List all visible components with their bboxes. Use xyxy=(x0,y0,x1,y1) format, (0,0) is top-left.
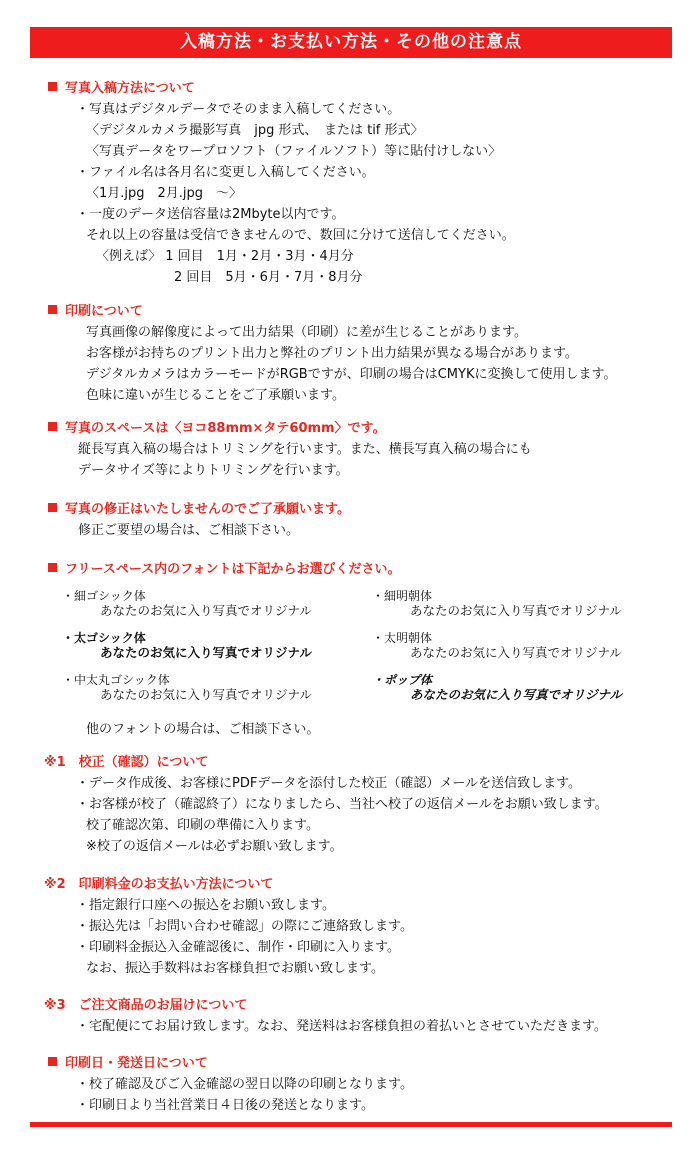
square-bullet-icon xyxy=(48,563,57,572)
text-line: ・ファイル名は各月名に変更し入稿してください。 xyxy=(76,165,375,180)
text-line: ・指定銀行口座への振込をお願い致します。 xyxy=(76,898,335,913)
text-line: 他のフォントの場合は、ご相談下さい。 xyxy=(86,722,320,737)
text-line: お客様がお持ちのプリント出力と弊社のプリント出力結果が異なる場合があります。 xyxy=(86,346,578,361)
font-option-label: ・ポップ体 xyxy=(372,673,433,687)
text-line: 〈1月.jpg 2月.jpg ～〉 xyxy=(86,186,243,201)
section-title-delivery: ※3 ご注文商品のお届けについて xyxy=(44,998,248,1013)
text-line: ・校了確認及びご入金確認の翌日以降の印刷となります。 xyxy=(76,1077,413,1092)
text-line: ・データ作成後、お客様にPDFデータを添付した校正（確認）メールを送信致します。 xyxy=(76,776,582,791)
text-line: 色味に違いが生じることをご了承願います。 xyxy=(86,388,345,403)
text-line: データサイズ等によりトリミングを行います。 xyxy=(78,463,349,478)
font-sample-pop: あなたのお気に入り写真でオリジナル xyxy=(410,687,622,702)
text-line: ・宅配便にてお届け致します。なお、発送料はお客様負担の着払いとさせていただきます。 xyxy=(76,1019,607,1034)
section-title-fonts: フリースペース内のフォントは下記からお選びください。 xyxy=(48,561,401,579)
text-line: 〈デジタルカメラ撮影写真 jpg 形式、 または tif 形式〉 xyxy=(86,123,424,138)
section-title-printing: 印刷について xyxy=(48,303,143,321)
section-title-print-ship-dates: 印刷日・発送日について xyxy=(48,1055,208,1073)
text-line: ・写真はデジタルデータでそのまま入稿してください。 xyxy=(76,102,401,117)
font-sample-bold-gothic: あなたのお気に入り写真でオリジナル xyxy=(100,645,312,660)
section-title-submission: 写真入稿方法について xyxy=(48,80,195,98)
page-title: 入稿方法・お支払い方法・その他の注意点 xyxy=(180,32,522,52)
square-bullet-icon xyxy=(48,82,57,91)
text-line: 〈例えば〉 1 回目 1月・2月・3月・4月分 xyxy=(96,249,354,264)
text-line: 修正ご要望の場合は、ご相談下さい。 xyxy=(78,523,300,538)
section-title-proof: ※1 校正（確認）について xyxy=(44,755,209,770)
square-bullet-icon xyxy=(48,503,57,512)
text-line: 写真画像の解像度によって出力結果（印刷）に差が生じることがあります。 xyxy=(86,325,527,340)
text-line: 校了確認次第、印刷の準備に入ります。 xyxy=(86,818,319,833)
font-sample-thin-gothic: あなたのお気に入り写真でオリジナル xyxy=(100,603,312,618)
text-line: 縦長写真入稿の場合はトリミングを行います。また、横長写真入稿の場合にも xyxy=(78,442,532,457)
font-option-label: ・細明朝体 xyxy=(372,589,433,603)
square-bullet-icon xyxy=(48,305,57,314)
text-line: ・印刷日より当社営業日４日後の発送となります。 xyxy=(76,1098,374,1113)
text-line: ・お客様が校了（確認終了）になりましたら、当社へ校了の返信メールをお願い致します。 xyxy=(76,797,608,812)
text-line: 〈写真データをワープロソフト（ファイルソフト）等に貼付けしない〉 xyxy=(86,144,502,159)
section-title-payment: ※2 印刷料金のお支払い方法について xyxy=(44,877,274,892)
font-option-label: ・中太丸ゴシック体 xyxy=(62,673,170,687)
text-line: ・印刷料金振込入金確認後に、制作・印刷に入ります。 xyxy=(76,940,400,955)
square-bullet-icon xyxy=(48,1057,57,1066)
section-title-photo-space: 写真のスペースは〈ヨコ88mm×タテ60mm〉です。 xyxy=(48,420,386,438)
text-line: 2 回目 5月・6月・7月・8月分 xyxy=(174,270,363,285)
text-line: なお、振込手数料はお客様負担でお願い致します。 xyxy=(86,961,384,976)
font-sample-round-gothic: あなたのお気に入り写真でオリジナル xyxy=(100,687,312,702)
font-sample-thin-mincho: あなたのお気に入り写真でオリジナル xyxy=(410,603,622,618)
text-line: ※校了の返信メールは必ずお願い致します。 xyxy=(86,839,343,854)
font-sample-bold-mincho: あなたのお気に入り写真でオリジナル xyxy=(410,645,622,660)
font-option-label: ・太明朝体 xyxy=(372,631,433,645)
section-title-no-retouch: 写真の修正はいたしませんのでご了承願います。 xyxy=(48,501,350,519)
text-line: ・振込先は「お問い合わせ確認」の際にご連絡致します。 xyxy=(76,919,413,934)
font-option-label: ・細ゴシック体 xyxy=(62,589,146,603)
square-bullet-icon xyxy=(48,422,57,431)
text-line: デジタルカメラはカラーモードがRGBですが、印刷の場合はCMYKに変換して使用します。 xyxy=(86,367,617,382)
font-option-label: ・太ゴシック体 xyxy=(62,631,146,645)
text-line: ・一度のデータ送信容量は2Mbyte以内です。 xyxy=(76,207,345,222)
page-title-banner xyxy=(30,27,672,58)
bottom-divider xyxy=(30,1122,672,1127)
text-line: それ以上の容量は受信できませんので、数回に分けて送信してください。 xyxy=(86,228,515,243)
